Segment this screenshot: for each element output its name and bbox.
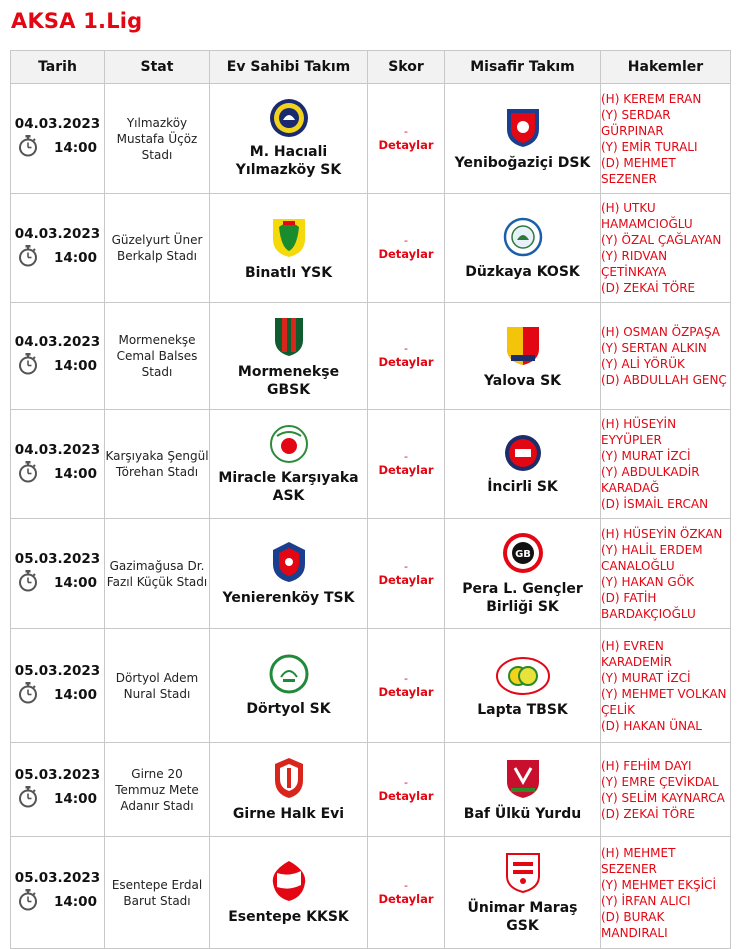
referee-line: (H) MEHMET SEZENER [601,845,676,876]
referee-line: (H) HÜSEYİN EYYÜPLER [601,417,677,447]
date-cell [11,194,105,303]
incirli-crest-icon [445,433,600,473]
referee-line: (Y) MEHMET EKŞİCİ [601,877,717,892]
referee-line: (H) OSMAN ÖZPAŞA [601,325,721,339]
score-cell [368,629,445,743]
referee-line: (Y) EMRE ÇEVİKDAL [601,774,719,789]
table-row [11,837,731,949]
referees-cell [601,194,731,303]
referee-line: (Y) SERDAR GÜRPINAR [601,107,671,138]
score-cell [368,303,445,410]
match-date: 05.03.2023 [14,870,101,886]
fixtures-table [10,50,731,949]
match-time: 14:00 [54,791,97,807]
home-team-cell[interactable] [210,303,368,410]
referee-line: (Y) MEHMET VOLKAN ÇELİK [601,686,727,717]
stadium: Girne 20 Temmuz Mete Adanır Stadı [105,743,210,837]
table-row [11,743,731,837]
referee-line: (Y) RIDVAN ÇETİNKAYA [601,249,668,279]
away-team-name: Pera L. Gençler Birliği SK [462,581,583,615]
details-link[interactable]: Detaylar [378,463,434,477]
referee-line: (Y) EMİR TURALI [601,139,698,154]
date-cell [11,743,105,837]
page-title: AKSA 1.Lig [11,9,143,33]
yilmazkoy-crest-icon [210,98,367,138]
table-row [11,303,731,410]
away-team-cell[interactable] [445,410,601,519]
home-team-cell[interactable] [210,837,368,949]
header-stadium: Stat [105,51,210,84]
score-cell [368,519,445,629]
yenierenkoy-crest-icon [210,540,367,584]
karsiyaka-crest-icon [210,424,367,464]
referee-line: (Y) ÖZAL ÇAĞLAYAN [601,233,722,247]
match-time: 14:00 [54,687,97,703]
girne-halkevi-crest-icon [210,756,367,800]
away-team-cell[interactable] [445,303,601,410]
date-cell [11,837,105,949]
details-link[interactable]: Detaylar [378,247,434,261]
stadium: Mormenekşe Cemal Balses Stadı [105,303,210,410]
referees-cell [601,303,731,410]
referee-line: (D) HAKAN ÜNAL [601,718,702,733]
referee-line: (D) ABDULLAH GENÇ [601,373,727,387]
match-time: 14:00 [54,894,97,910]
table-row [11,410,731,519]
yenibogazici-crest-icon [445,105,600,149]
referees-cell [601,743,731,837]
away-team-name: Ünimar Maraş GSK [467,900,578,934]
stadium: Gazimağusa Dr. Fazıl Küçük Stadı [105,519,210,629]
referees-cell [601,84,731,194]
date-cell [11,84,105,194]
duzkaya-crest-icon [445,216,600,258]
date-cell [11,410,105,519]
referee-line: (D) MEHMET SEZENER [601,155,676,186]
date-cell [11,519,105,629]
referee-line: (D) ZEKAİ TÖRE [601,281,696,295]
details-link[interactable]: Detaylar [378,684,434,699]
home-team-cell[interactable] [210,410,368,519]
mormenekse-crest-icon [210,314,367,358]
away-team-name: Yalova SK [483,372,562,389]
referees-cell [601,837,731,949]
header-home-team: Ev Sahibi Takım [210,51,368,84]
referee-line: (D) ZEKAİ TÖRE [601,806,696,821]
stopwatch-icon [18,245,38,271]
score: - [404,124,408,138]
stopwatch-icon [18,353,38,379]
match-date: 04.03.2023 [14,333,101,350]
home-team-name: Miracle Karşıyaka ASK [218,469,359,504]
referee-line: (H) KEREM ERAN [601,91,702,106]
score: - [404,450,408,463]
header-score: Skor [368,51,445,84]
unimar-maras-crest-icon [445,850,600,894]
yalova-crest-icon [445,323,600,367]
pera-crest-icon [445,531,600,575]
referee-line: (Y) MURAT İZCİ [601,449,691,463]
score: - [404,671,408,685]
away-team-name: İncirli SK [487,478,558,495]
match-date: 05.03.2023 [14,551,101,567]
referee-line: (D) FATİH BARDAKÇIOĞLU [601,590,696,621]
referee-line: (Y) SERTAN ALKIN [601,341,707,355]
stopwatch-icon [18,570,38,596]
match-time: 14:00 [54,465,97,482]
away-team-cell[interactable] [445,519,601,629]
away-team-cell[interactable] [445,837,601,949]
match-time: 14:00 [54,357,97,374]
score: - [404,342,408,355]
away-team-cell[interactable] [445,194,601,303]
stopwatch-icon [18,889,38,915]
score-cell [368,837,445,949]
home-team-name: M. Hacıali Yılmazköy SK [235,144,342,178]
home-team-cell[interactable] [210,743,368,837]
svg-text:GB: GB [514,549,531,560]
details-link[interactable]: Detaylar [378,572,434,587]
header-referees: Hakemler [601,51,731,84]
score: - [404,878,408,892]
match-time: 14:00 [54,575,97,591]
stadium: Dörtyol Adem Nural Stadı [105,629,210,743]
score-cell [368,194,445,303]
home-team-cell[interactable] [210,84,368,194]
header-date: Tarih [11,51,105,84]
home-team-name: Esentepe KKSK [228,909,349,925]
referee-line: (H) EVREN KARADEMİR [601,638,672,669]
stopwatch-icon [18,461,38,487]
referee-line: (Y) MURAT İZCİ [601,670,691,685]
header-away-team: Misafir Takım [445,51,601,84]
referee-line: (Y) HAKAN GÖK [601,574,695,589]
score-cell [368,410,445,519]
stadium: Esentepe Erdal Barut Stadı [105,837,210,949]
score: - [404,559,408,573]
referee-line: (Y) SELİM KAYNARCA [601,790,725,805]
referee-line: (H) FEHİM DAYI [601,758,692,773]
lapta-crest-icon [445,652,600,696]
referees-cell [601,519,731,629]
details-link[interactable]: Detaylar [378,355,434,369]
away-team-cell[interactable] [445,84,601,194]
match-time: 14:00 [54,249,97,266]
referees-cell [601,410,731,519]
referee-line: (H) UTKU HAMAMCIOĞLU [601,201,693,231]
stopwatch-icon [18,682,38,708]
home-team-name: Binatlı YSK [244,264,333,281]
date-cell [11,629,105,743]
binatli-crest-icon [210,215,367,259]
home-team-name: Yenierenköy TSK [222,590,355,606]
match-date: 04.03.2023 [14,116,101,132]
stadium: Güzelyurt Üner Berkalp Stadı [105,194,210,303]
referee-line: (D) BURAK MANDIRALI [601,909,668,940]
details-link[interactable]: Detaylar [378,788,434,803]
away-team-name: Düzkaya KOSK [465,263,580,280]
away-team-name: Yeniboğaziçi DSK [454,155,591,171]
home-team-cell[interactable] [210,629,368,743]
match-date: 05.03.2023 [14,663,101,679]
esentepe-crest-icon [210,859,367,903]
details-link[interactable]: Detaylar [378,891,434,906]
home-team-cell[interactable] [210,194,368,303]
stadium: Karşıyaka Şengül Törehan Stadı [105,410,210,519]
referee-line: (Y) ABDULKADİR KARADAĞ [601,465,700,495]
away-team-cell[interactable] [445,629,601,743]
referee-line: (Y) HALİL ERDEM CANALOĞLU [601,542,703,573]
match-date: 04.03.2023 [14,441,101,458]
score-cell [368,743,445,837]
away-team-name: Lapta TBSK [477,702,568,718]
table-row [11,194,731,303]
match-date: 04.03.2023 [14,225,101,242]
home-team-name: Dörtyol SK [246,701,331,717]
details-link[interactable]: Detaylar [378,137,434,152]
table-header-row [11,51,731,84]
referees-cell [601,629,731,743]
referee-line: (D) İSMAİL ERCAN [601,497,709,511]
score: - [404,775,408,789]
baf-ulku-yurdu-crest-icon [445,756,600,800]
home-team-cell[interactable] [210,519,368,629]
away-team-name: Baf Ülkü Yurdu [463,806,582,822]
table-row [11,629,731,743]
stopwatch-icon [18,786,38,812]
score: - [404,234,408,247]
away-team-cell[interactable] [445,743,601,837]
table-row [11,84,731,194]
score-cell [368,84,445,194]
referee-line: (H) HÜSEYİN ÖZKAN [601,526,723,541]
dortyol-crest-icon [210,653,367,695]
stadium: Yılmazköy Mustafa Üçöz Stadı [105,84,210,194]
home-team-name: Mormenekşe GBSK [237,363,340,398]
match-date: 05.03.2023 [14,767,101,783]
referee-line: (Y) ALİ YÖRÜK [601,357,685,371]
stopwatch-icon [18,135,38,161]
referee-line: (Y) İRFAN ALICI [601,893,691,908]
home-team-name: Girne Halk Evi [232,806,345,822]
match-time: 14:00 [54,140,97,156]
table-row [11,519,731,629]
date-cell [11,303,105,410]
